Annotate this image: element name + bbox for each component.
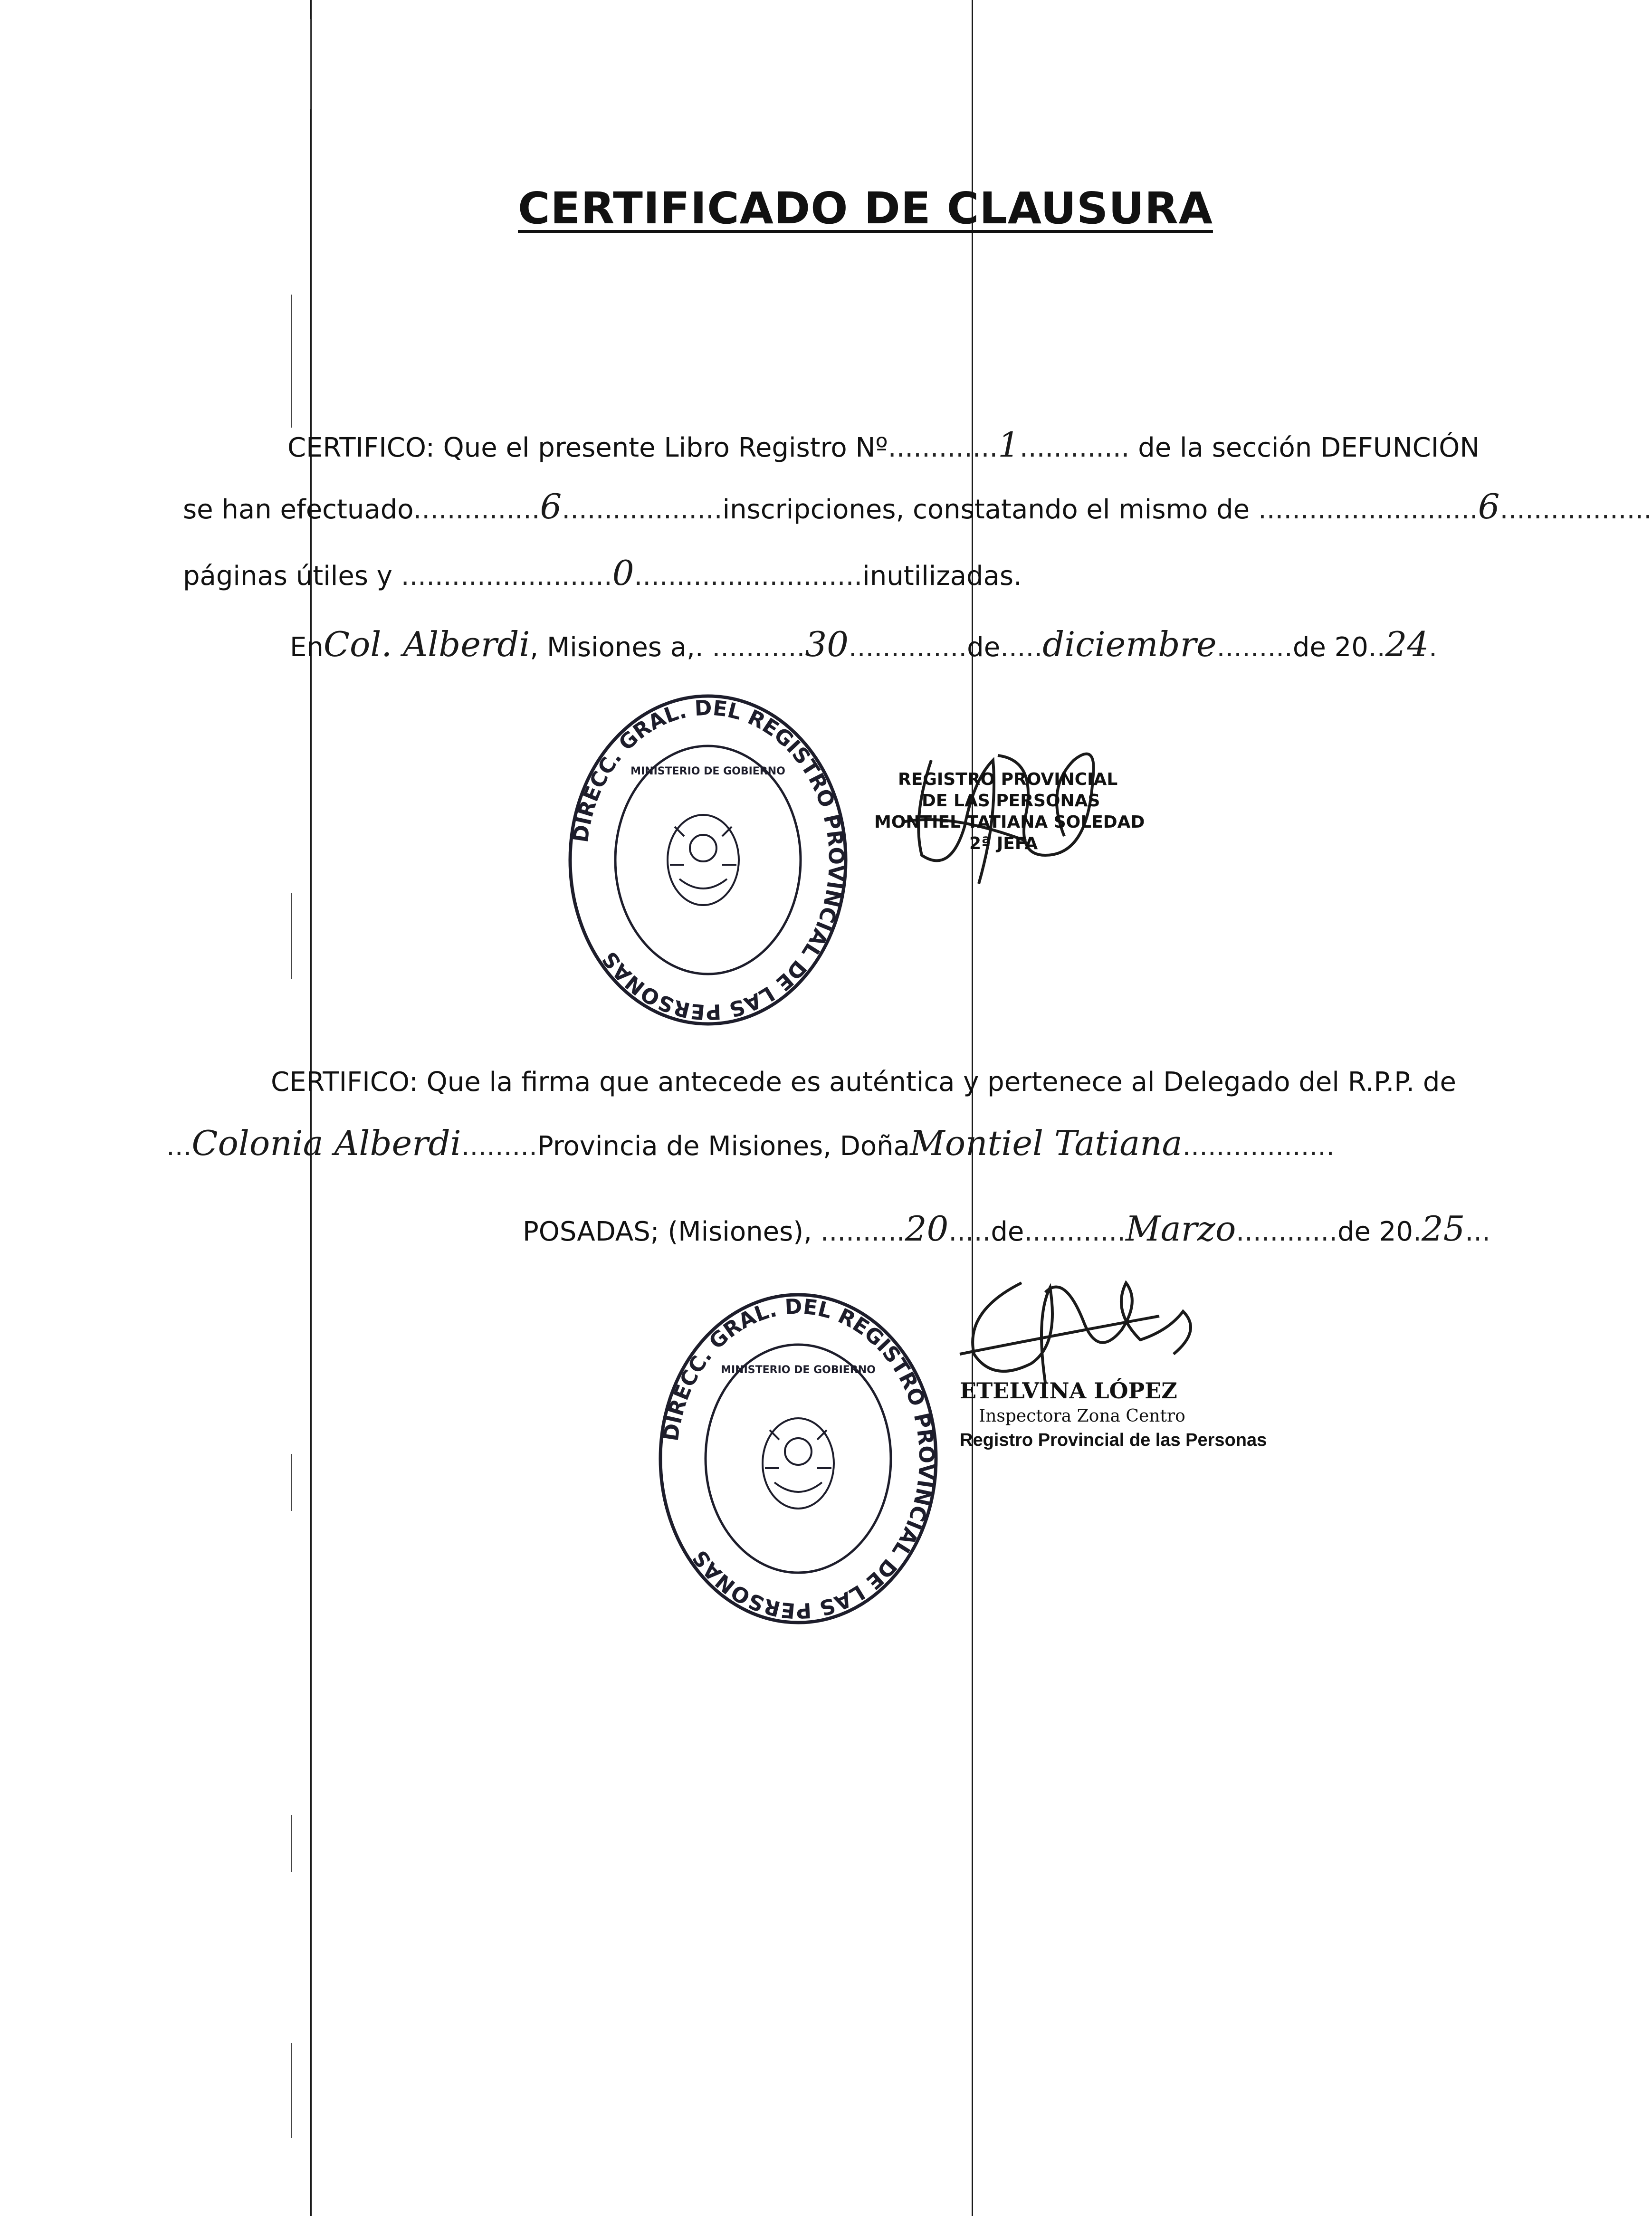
cert1-l2-mid: inscripciones, constatando el mismo de — [722, 494, 1250, 525]
scan-dash-4 — [291, 1454, 292, 1511]
cert1-l4-year-pre: de 20 — [1292, 632, 1368, 663]
year-handwritten: 24 — [1385, 624, 1429, 664]
libro-number: 1 — [998, 425, 1020, 465]
sig2-line1: ETELVINA LÓPEZ — [960, 1378, 1177, 1404]
day-handwritten: 30 — [805, 624, 849, 664]
official-seal-1 — [561, 684, 855, 1036]
cert1-l2-pre: se han efectuado — [183, 494, 413, 525]
cert1-l1-post: de la sección DEFUNCIÓN — [1138, 432, 1480, 463]
place2-handwritten: Colonia Alberdi — [191, 1123, 461, 1163]
scan-dash-2 — [291, 295, 292, 428]
cert1-l4-de: de — [967, 632, 1001, 663]
cert2-line3: POSADAS; (Misiones), ..........20.....de............Marzo............de 20.25... — [523, 1209, 1490, 1249]
scan-line-right — [972, 0, 973, 2216]
seal2-outer-text: DIRECC. GRAL. DEL REGISTRO PROVINCIAL DE LAS PERSONAS — [659, 1294, 939, 1623]
cert2-line2: ...Colonia Alberdi.........Provincia de Misiones, DoñaMontiel Tatiana.................. — [166, 1123, 1335, 1163]
cert2-l2-mid: Provincia de Misiones, Doña — [537, 1131, 910, 1162]
month-handwritten: diciembre — [1042, 624, 1217, 664]
year2-handwritten: 25 — [1421, 1209, 1465, 1249]
name-handwritten: Montiel Tatiana — [910, 1123, 1183, 1163]
signature-1 — [874, 741, 1159, 903]
cert1-line3: páginas útiles y .........................0...........................inutilizadas. — [183, 553, 1022, 593]
cert1-line4: EnCol. Alberdi, Misiones a,. ...........30..............de.....diciembre.........de 20..24. — [290, 624, 1437, 664]
sig1-line1: REGISTRO PROVINCIAL — [898, 770, 1118, 789]
sig2-line2: Inspectora Zona Centro — [979, 1406, 1185, 1426]
cert2-l3-pre: POSADAS; (Misiones), — [523, 1216, 812, 1247]
sig1-line2: DE LAS PERSONAS — [922, 791, 1100, 811]
sig1-line4: 2ª JEFA — [969, 834, 1038, 853]
sig1-line3: MONTIEL TATIANA SOLEDAD — [874, 812, 1145, 832]
day2-handwritten: 20 — [905, 1209, 949, 1249]
official-seal-2 — [651, 1283, 945, 1634]
scan-dash-3 — [291, 893, 292, 979]
seal2-emblem — [763, 1418, 834, 1509]
scan-dash-6 — [291, 2043, 292, 2138]
inscripciones-count: 6 — [540, 487, 562, 526]
scan-dash-5 — [291, 1815, 292, 1872]
seal2-inner-text: MINISTERIO DE GOBIERNO — [721, 1364, 876, 1376]
cert1-l3-pre: páginas útiles y — [183, 561, 392, 592]
cert2-l3-de: de — [991, 1216, 1024, 1247]
cert1-line2: se han efectuado...............6...................inscripciones, constatando el mismo de ..........................6.................. — [183, 487, 1652, 526]
month2-handwritten: Marzo — [1125, 1209, 1236, 1249]
seal1-inner-text: MINISTERIO DE GOBIERNO — [630, 765, 785, 777]
place-handwritten: Col. Alberdi — [323, 624, 530, 664]
paginas-count: 6 — [1478, 487, 1500, 526]
cert1-l3-post: inutilizadas. — [862, 561, 1022, 592]
document-title: CERTIFICADO DE CLAUSURA — [518, 183, 1213, 234]
cert1-l1-pre: CERTIFICO: Que el presente Libro Registro Nº — [287, 432, 888, 463]
cert1-l4-en: En — [290, 632, 324, 663]
inutilizadas-count: 0 — [612, 553, 634, 593]
cert2-l3-year-pre: de 20 — [1337, 1216, 1413, 1247]
sig2-line3: Registro Provincial de las Personas — [960, 1430, 1267, 1450]
seal1-outer-text: DIRECC. GRAL. DEL REGISTRO PROVINCIAL DE LAS PERSONAS — [568, 696, 849, 1024]
cert1-l4-mid: , Misiones a,. — [530, 632, 704, 663]
cert1-line1: CERTIFICO: Que el presente Libro Registro Nº.............1............. de la sección DEFUNCIÓN — [287, 425, 1480, 465]
cert2-l1: CERTIFICO: Que la firma que antecede es auténtica y pertenece al Delegado del R.P.P. de — [271, 1067, 1456, 1098]
seal1-emblem — [668, 815, 739, 905]
signature-2 — [950, 1264, 1267, 1482]
scan-line-left — [310, 0, 312, 2216]
scan-dash-1 — [310, 19, 311, 109]
cert2-line1 — [271, 1069, 1456, 1096]
